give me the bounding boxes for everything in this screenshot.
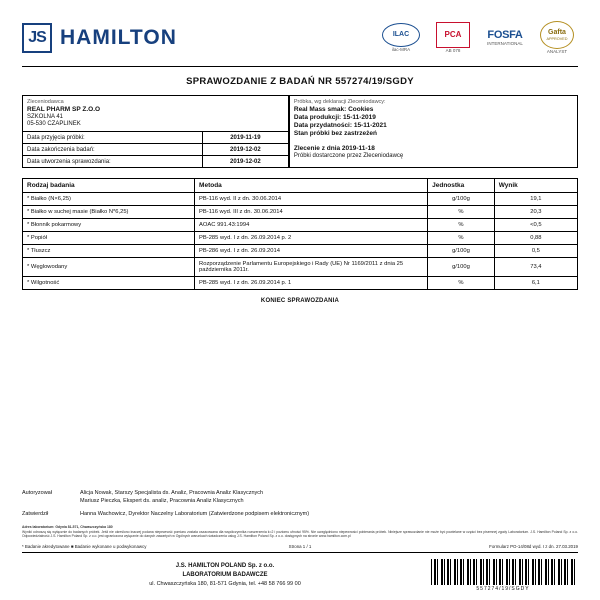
disclaimer bbox=[22, 525, 578, 539]
company-unit: LABORATORIUM BADAWCZE bbox=[182, 572, 268, 579]
table-row bbox=[23, 258, 578, 277]
delivery-note: Próbki dostarczone przez Zleceniodawcę bbox=[293, 153, 404, 159]
date-received-value: 2019-11-19 bbox=[202, 132, 288, 143]
test-method: AOAC 991.43:1994 bbox=[195, 219, 428, 232]
test-name: * Białko w suchej masie (Białko N*6,25) bbox=[23, 206, 195, 219]
sample-name: Real Mass smak: Cookies bbox=[293, 106, 374, 113]
test-method: PB-285 wyd. I z dn. 26.09.2014 p. 2 bbox=[195, 232, 428, 245]
test-name: * Białko (N×6,25) bbox=[23, 193, 195, 206]
brand-name: HAMILTON bbox=[60, 26, 177, 49]
accreditation-legend: * Badanie akredytowane ■ Badanie wykonane u podwykonawcy bbox=[22, 544, 147, 549]
test-unit: % bbox=[428, 232, 495, 245]
date-received-label: Data przyjęcia próbki: bbox=[27, 134, 85, 141]
table-row bbox=[23, 193, 578, 206]
sample-caption: Próbka, wg deklaracji Zleceniodawcy: bbox=[293, 99, 386, 105]
order-date: Zlecenie z dnia 2019-11-18 bbox=[293, 145, 375, 152]
approved-label: Zatwierdził bbox=[22, 511, 49, 518]
authorized-person-2: Mariusz Pieczka, Ekspert ds. analiz, Pracownia Analiz Klasycznych bbox=[80, 498, 244, 505]
test-unit: % bbox=[428, 219, 495, 232]
table-row bbox=[23, 206, 578, 219]
test-result: 0,5 bbox=[494, 245, 577, 258]
header-divider bbox=[22, 66, 578, 67]
authorized-row-2 bbox=[22, 498, 578, 506]
test-name: * Węglowodany bbox=[23, 258, 195, 277]
company-name: J.S. HAMILTON POLAND Sp. z o.o. bbox=[175, 563, 275, 570]
test-name: * Popiół bbox=[23, 232, 195, 245]
test-result: 0,88 bbox=[494, 232, 577, 245]
test-result: <0,5 bbox=[494, 219, 577, 232]
test-result: 20,3 bbox=[494, 206, 577, 219]
date-completed-label: Data zakończenia badań: bbox=[27, 146, 95, 153]
footer-meta bbox=[22, 544, 578, 553]
lab-address: Adres laboratorium: Gdynia 81-571, Chwaszczyńska 180 bbox=[22, 525, 113, 530]
client-section bbox=[22, 95, 289, 168]
test-name: * Błonnik pokarmowy bbox=[23, 219, 195, 232]
ilac-mra-logo: ILAC ilac-MRA bbox=[380, 21, 422, 55]
document-header bbox=[22, 14, 578, 62]
authorized-row bbox=[22, 490, 578, 498]
table-row bbox=[23, 277, 578, 290]
client-name: REAL PHARM SP Z.O.O bbox=[27, 106, 101, 113]
client-caption: Zleceniodawca bbox=[27, 99, 64, 105]
test-unit: g/100g bbox=[428, 193, 495, 206]
sample-box bbox=[289, 95, 578, 168]
date-completed-value: 2019-12-02 bbox=[202, 144, 288, 155]
table-row bbox=[22, 156, 289, 168]
sample-section bbox=[289, 95, 578, 168]
test-method: PB-116 wyd. II z dn. 30.06.2014 bbox=[195, 193, 428, 206]
disclaimer-body: Wyniki odnoszą się wyłącznie do badanych próbek. Jeśli nie określono inaczej podana niepewność pomiaru została oszacowana dla współczynnika rozszerzenia k=2 i poziomu ufności 95%. Nie uwzględniono niepewności pobierania próbek. Niniejsze sprawozdanie nie może być powielane w części bez pisemnej zgody Laboratorium. J.S. Hamilton Poland Sp. z o.o. Odpowiedzialność J.S. Hamilton Poland Sp. z o.o. jest ograniczona wyłącznie do danych zawartych w Ogólnych warunkach świadczenia usług J.S. Hamilton Poland Sp. z o.o. dostępnych na stronie www.hamilton.com.pl bbox=[22, 529, 578, 539]
pca-logo: PCA AB 078 bbox=[432, 21, 474, 55]
test-method: PB-116 wyd. III z dn. 30.06.2014 bbox=[195, 206, 428, 219]
fosfa-logo: FOSFA INTERNATIONAL bbox=[487, 28, 523, 47]
signature-block bbox=[22, 490, 578, 519]
barcode-area bbox=[428, 559, 578, 592]
authorized-label: Autoryzował bbox=[22, 490, 52, 497]
column-header-unit: Jednostka bbox=[428, 179, 495, 193]
barcode-number: 557274/19/SGDY bbox=[476, 586, 530, 592]
footer-bottom bbox=[22, 553, 578, 600]
table-header-row bbox=[23, 179, 578, 193]
column-header-test: Rodzaj badania bbox=[23, 179, 195, 193]
table-row bbox=[23, 232, 578, 245]
test-unit: g/100g bbox=[428, 245, 495, 258]
column-header-method: Metoda bbox=[195, 179, 428, 193]
test-unit: % bbox=[428, 206, 495, 219]
sample-condition: Stan próbki bez zastrzeżeń bbox=[293, 130, 377, 137]
info-section bbox=[22, 95, 578, 168]
brand-logo bbox=[22, 23, 177, 53]
approved-person: Hanna Wachowicz, Dyrektor Naczelny Laboratorium (Zatwierdzone podpisem elektronicznym) bbox=[80, 511, 310, 518]
client-city: 05-530 CZAPLINEK bbox=[27, 121, 81, 127]
client-box bbox=[22, 95, 289, 132]
table-row bbox=[22, 132, 289, 144]
table-row bbox=[23, 245, 578, 258]
document-footer bbox=[22, 490, 578, 600]
approved-row bbox=[22, 511, 578, 519]
gafta-logo: Gafta APPROVED ANALYST bbox=[536, 21, 578, 55]
date-created-value: 2019-12-02 bbox=[202, 156, 288, 167]
table-row bbox=[22, 144, 289, 156]
test-name: * Wilgotność bbox=[23, 277, 195, 290]
test-result: 19,1 bbox=[494, 193, 577, 206]
date-created-label: Data utworzenia sprawozdania: bbox=[27, 158, 111, 165]
client-street: SZKOLNA 41 bbox=[27, 114, 64, 120]
page-title: SPRAWOZDANIE Z BADAŃ NR 557274/19/SGDY bbox=[186, 76, 414, 87]
sample-expiry-date: Data przydatności: 15-11-2021 bbox=[293, 122, 387, 129]
test-result: 73,4 bbox=[494, 258, 577, 277]
table-row bbox=[23, 219, 578, 232]
barcode-icon bbox=[431, 559, 576, 585]
test-method: Rozporządzenie Parlamentu Europejskiego i Rady (UE) Nr 1169/2011 z dnia 25 października 2011r. bbox=[195, 258, 428, 277]
test-result: 6,1 bbox=[494, 277, 577, 290]
end-of-report-note: KONIEC SPRAWOZDANIA bbox=[260, 298, 340, 304]
accreditation-logos bbox=[380, 21, 578, 55]
company-block bbox=[22, 562, 428, 588]
company-address: ul. Chwaszczyńska 180, 81-571 Gdynia, tel. +48 58 766 99 00 bbox=[149, 581, 301, 588]
hamilton-monogram-icon: JS bbox=[22, 23, 52, 53]
test-unit: g/100g bbox=[428, 258, 495, 277]
spacer bbox=[294, 138, 573, 144]
test-name: * Tłuszcz bbox=[23, 245, 195, 258]
sample-production-date: Data produkcji: 15-11-2019 bbox=[293, 114, 376, 121]
test-unit: % bbox=[428, 277, 495, 290]
column-header-result: Wynik bbox=[494, 179, 577, 193]
results-table bbox=[22, 178, 578, 290]
test-method: PB-286 wyd. I z dn. 26.09.2014 bbox=[195, 245, 428, 258]
authorized-person-1: Alicja Nowak, Starszy Specjalista ds. Analiz, Pracownia Analiz Klasycznych bbox=[80, 490, 264, 497]
page-number: Strona 1 / 1 bbox=[288, 544, 312, 549]
form-reference: Formularz PO-14/08d wyd. I z dn. 27.03.2019 bbox=[489, 544, 578, 549]
spacer bbox=[22, 498, 80, 506]
test-method: PB-285 wyd. I z dn. 26.09.2014 p. 1 bbox=[195, 277, 428, 290]
